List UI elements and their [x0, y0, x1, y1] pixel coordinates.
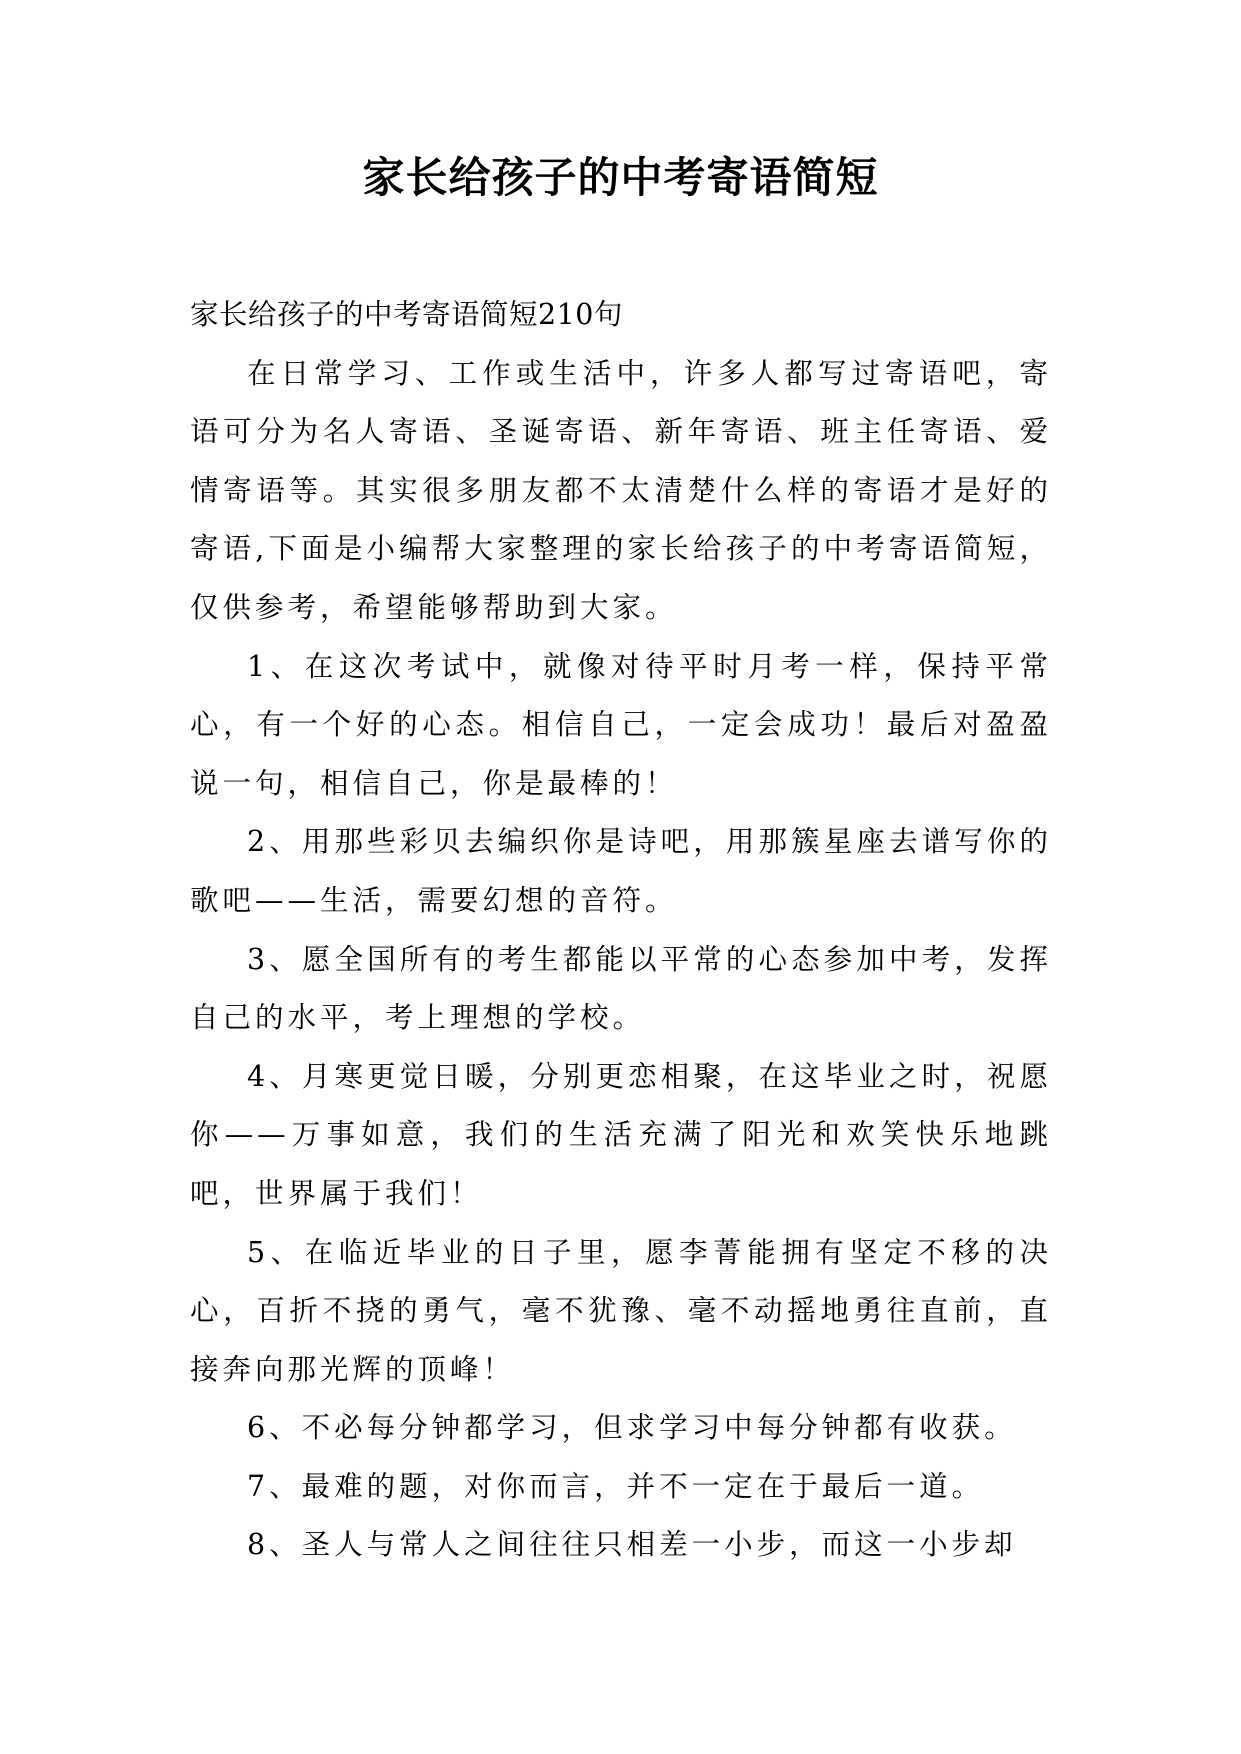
message-item-6: 6、不必每分钟都学习，但求学习中每分钟都有收获。	[247, 1411, 1017, 1445]
message-item-3: 3、愿全国所有的考生都能以平常的心态参加中考，发挥自己的水平，考上理想的学校。	[190, 942, 1052, 1035]
message-item-2: 2、用那些彩贝去编织你是诗吧，用那簇星座去谱写你的歌吧——生活，需要幻想的音符。	[190, 825, 1052, 917]
document-subtitle: 家长给孩子的中考寄语简短210句	[190, 298, 623, 331]
message-item-7: 7、最难的题，对你而言，并不一定在于最后一道。	[247, 1469, 985, 1503]
message-item-5: 5、在临近毕业的日子里，愿李菁能拥有坚定不移的决心，百折不挠的勇气，毫不犹豫、毫不动摇地勇往直前，直接奔向那光辉的顶峰！	[190, 1235, 1052, 1386]
intro-paragraph: 在日常学习、工作或生活中，许多人都写过寄语吧，寄语可分为名人寄语、圣诞寄语、新年寄语、班主任寄语、爱情寄语等。其实很多朋友都不太清楚什么样的寄语才是好的寄语,下面是小编帮大家整理的家长给孩子的中考寄语简短，仅供参考，希望能够帮助到大家。	[190, 356, 1052, 624]
document-title: 家长给孩子的中考寄语简短	[362, 153, 879, 202]
message-item-4: 4、月寒更觉日暖，分别更恋相聚，在这毕业之时，祝愿你——万事如意，我们的生活充满了阳光和欢笑快乐地跳吧，世界属于我们！	[190, 1059, 1052, 1210]
message-item-8: 8、圣人与常人之间往往只相差一小步，而这一小步却	[247, 1528, 1017, 1562]
document-body	[190, 286, 1052, 1575]
message-item-1: 1、在这次考试中，就像对待平时月考一样，保持平常心，有一个好的心态。相信自己，一定会成功！最后对盈盈说一句，相信自己，你是最棒的！	[190, 649, 1052, 800]
